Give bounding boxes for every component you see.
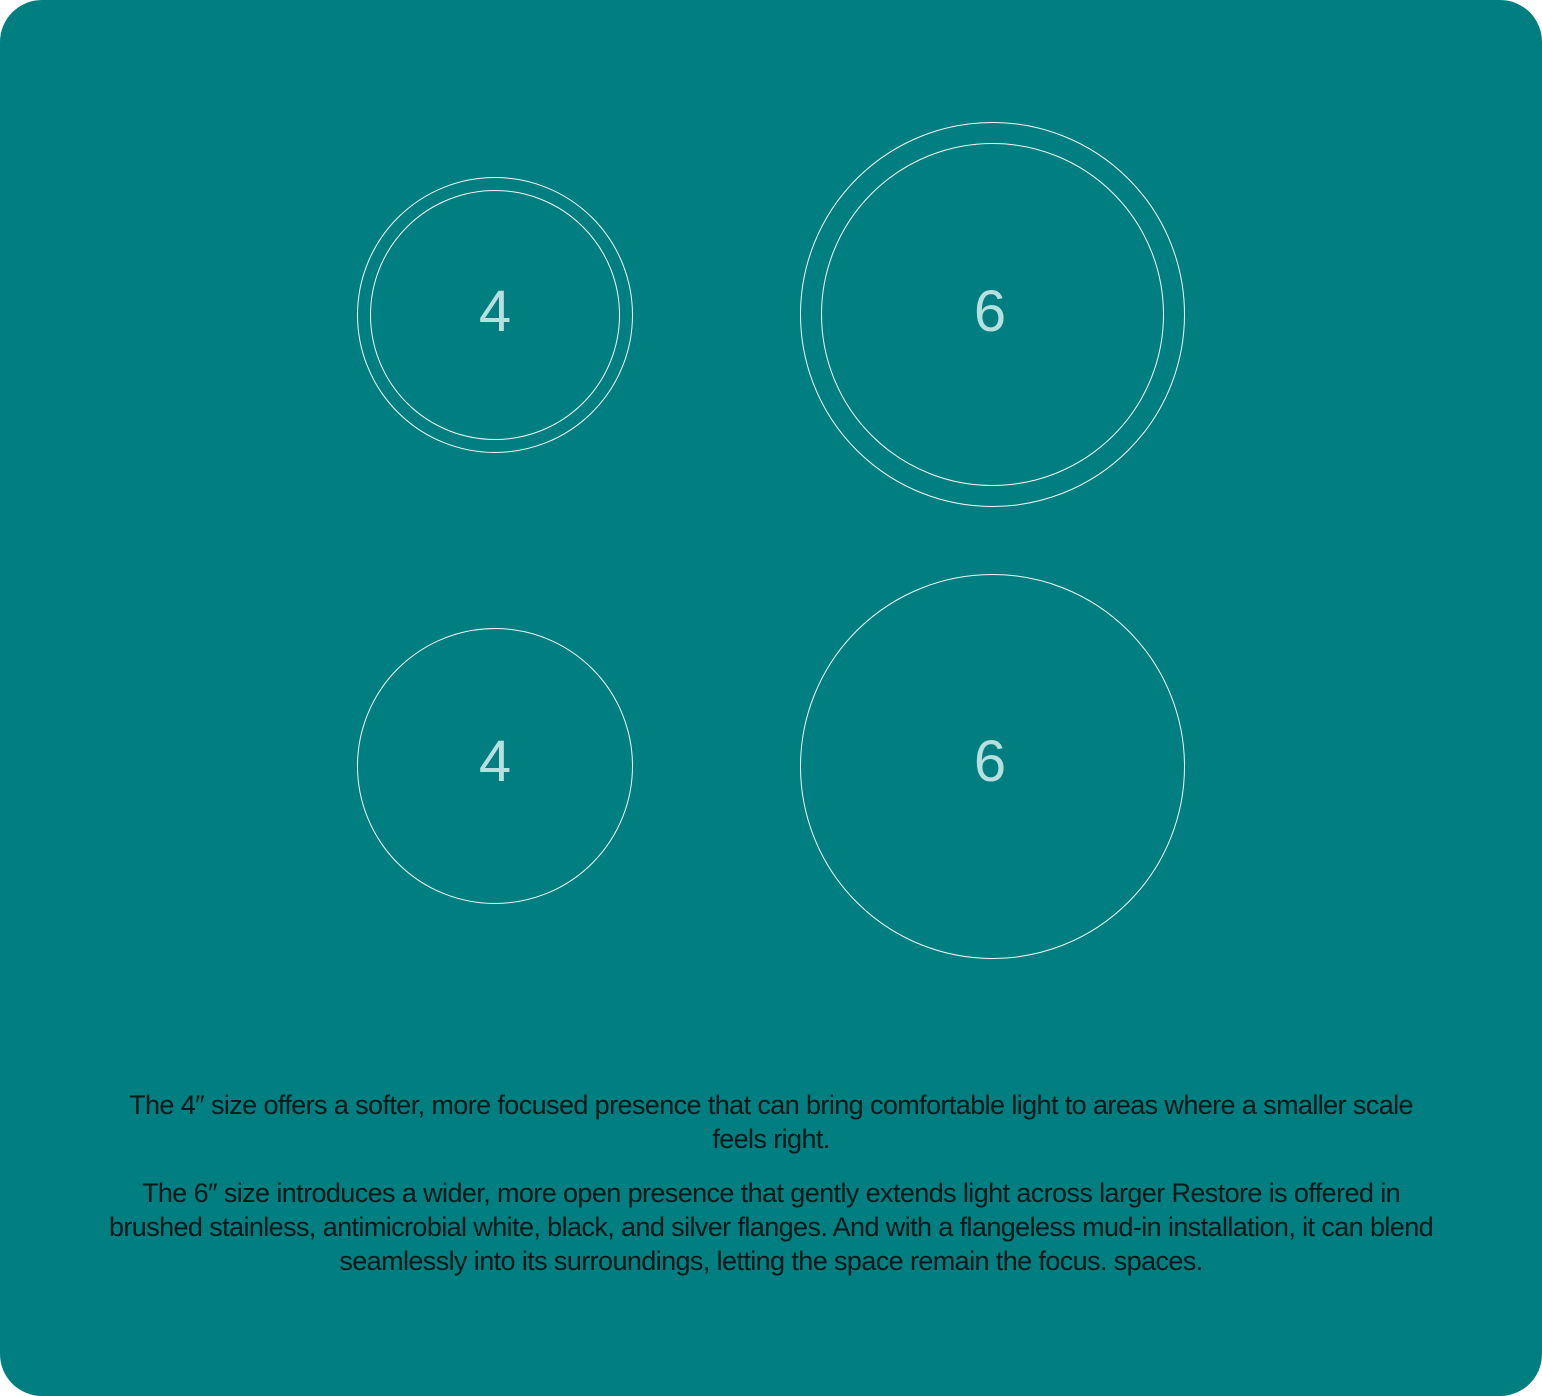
paragraph-4-inch: The 4″ size offers a softer, more focused presence that can bring comfortable light to areas where a smaller scale feels right. <box>129 1090 1413 1154</box>
description-block <box>100 1088 1442 1298</box>
size-label-6-top: 6 <box>973 279 1007 344</box>
size-label-4-bottom: 4 <box>478 729 512 794</box>
size-label-6-bottom: 6 <box>973 729 1007 794</box>
paragraph-6-inch: The 6″ size introduces a wider, more open presence that gently extends light across larger Restore is offered in brushed stainless, antimicrobial white, black, and silver flanges. And with a flangeless mud-in installation, it can blend seamlessly into its surroundings, letting the space remain the focus. spaces. <box>108 1178 1434 1276</box>
size-label-4-top: 4 <box>478 279 512 344</box>
